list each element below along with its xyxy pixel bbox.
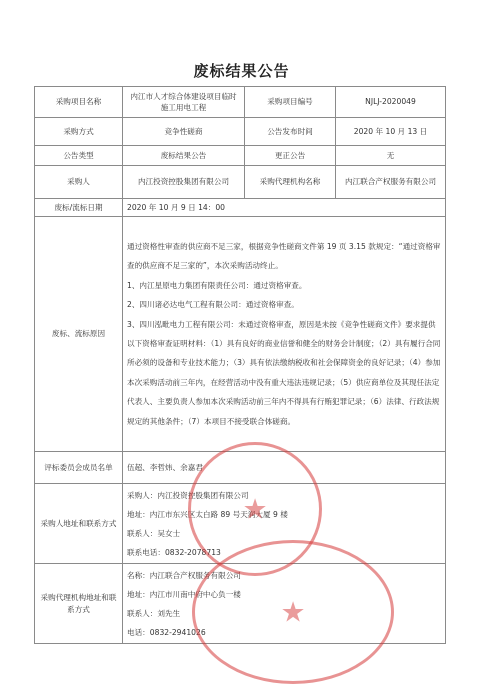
official-seal-icon: ★ [192, 540, 394, 684]
row-abort-date [35, 199, 446, 217]
value-correction: 无 [336, 146, 446, 166]
agency-contact-phone: 电话：0832-2941026 [127, 627, 206, 637]
reason-paragraph-item-3: 3、四川泓毗电力工程有限公司：未通过资格审查，原因是未按《竞争性磋商文件》要求提供以下资格审查证明材料：（1）具有良好的商业信誉和健全的财务会计制度；（2）具有履行合同所必须的设备和专业技术能力；（3）具有依法缴纳税收和社会保障资金的良好记录；（4）参加本次采购活动前三年内，在经营活动中没有重大违法违规记录；（5）供应商单位及其现任法定代表人、主要负责人参加本次采购活动前三年内不得具有行贿犯罪记录；（6）法律、行政法规规定的其他条件；（7）本项目不接受联合体磋商。 [127, 319, 441, 426]
value-reason [123, 217, 446, 452]
row-method [35, 118, 446, 146]
value-agency: 内江联合产权服务有限公司 [336, 166, 446, 199]
label-purchaser-contact: 采购人地址和联系方式 [35, 484, 123, 564]
value-agency-contact [123, 564, 446, 644]
label-project-name: 采购项目名称 [35, 87, 123, 118]
label-abort-date: 废标/流标日期 [35, 199, 123, 217]
reason-paragraph-item-2: 2、四川诸必达电气工程有限公司：通过资格审查。 [127, 300, 299, 310]
reason-paragraph-summary: 通过资格性审查的供应商不足三家，根据竞争性磋商文件第 19 页 3.15 款规定：“通过资格审查的供应商不足三家的”，本次采购活动终止。 [127, 241, 441, 271]
reason-paragraph-item-1: 1、内江星原电力集团有限责任公司：通过资格审查。 [127, 280, 307, 290]
agency-contact-name: 名称：内江联合产权服务有限公司 [127, 570, 241, 580]
label-agency: 采购代理机构名称 [245, 166, 336, 199]
value-publish-time: 2020 年 10 月 13 日 [336, 118, 446, 146]
award-table [34, 86, 446, 644]
row-committee [35, 452, 446, 484]
value-method: 竞争性磋商 [123, 118, 245, 146]
row-type [35, 146, 446, 166]
value-purchaser-contact [123, 484, 446, 564]
purchaser-contact-phone: 联系电话：0832-2078713 [127, 547, 221, 557]
label-agency-contact: 采购代理机构地址和联系方式 [35, 564, 123, 644]
label-publish-time: 公告发布时间 [245, 118, 336, 146]
official-seal-icon: ★ [188, 442, 322, 576]
value-abort-date: 2020 年 10 月 9 日 14：00 [123, 199, 446, 217]
row-project [35, 87, 446, 118]
value-purchaser: 内江投资控股集团有限公司 [123, 166, 245, 199]
row-reason [35, 217, 446, 452]
value-committee: 伍超、李哲炜、余嘉君 [123, 452, 446, 484]
purchaser-contact-address: 地址：内江市东兴区太白路 89 号天润大厦 9 楼 [127, 509, 288, 519]
page-title: 废标结果公告 [193, 62, 290, 80]
value-project-name: 内江市人才综合体建设项目临时施工用电工程 [123, 87, 245, 118]
agency-contact-address: 地址：内江市川南中府中心负一楼 [127, 589, 241, 599]
label-project-no: 采购项目编号 [245, 87, 336, 118]
label-committee: 评标委员会成员名单 [35, 452, 123, 484]
label-correction: 更正公告 [245, 146, 336, 166]
label-purchaser: 采购人 [35, 166, 123, 199]
value-notice-type: 废标结果公告 [123, 146, 245, 166]
label-method: 采购方式 [35, 118, 123, 146]
row-purchaser [35, 166, 446, 199]
purchaser-contact-person: 联系人：吴女士 [127, 528, 181, 538]
row-purchaser-contact [35, 484, 446, 564]
purchaser-contact-name: 采购人：内江投资控股集团有限公司 [127, 490, 249, 500]
value-project-no: NJLJ-2020049 [336, 87, 446, 118]
label-notice-type: 公告类型 [35, 146, 123, 166]
row-agency-contact [35, 564, 446, 644]
label-reason: 废标、流标原因 [35, 217, 123, 452]
agency-contact-person: 联系人：刘先生 [127, 608, 181, 618]
